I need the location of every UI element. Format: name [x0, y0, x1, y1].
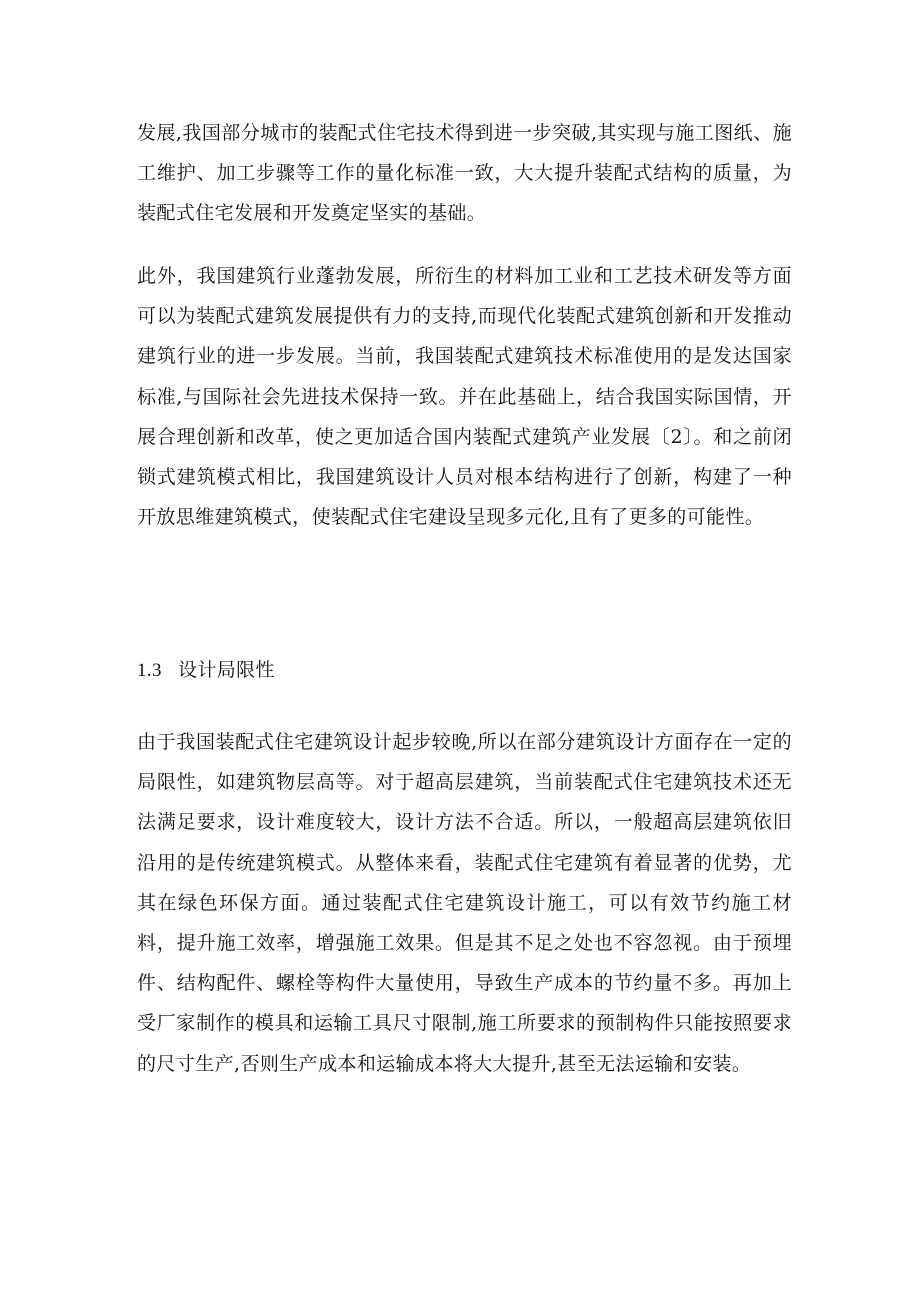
body-paragraph-2: 此外，我国建筑行业蓬勃发展，所衍生的材料加工业和工艺技术研发等方面可以为装配式建筑发展提供有力的支持,而现代化装配式建筑创新和开发推动建筑行业的进一步发展。当前，我国装配式建筑技术标准使用的是发达国家标准,与国际社会先进技术保持一致。并在此基础上，结合我国实际国情，开展合理创新和改革，使之更加适合国内装配式建筑产业发展〔2〕。和之前闭锁式建筑模式相比，我国建筑设计人员对根本结构进行了创新，构建了一种开放思维建筑模式，使装配式住宅建设呈现多元化,且有了更多的可能性。 [137, 265, 792, 529]
section-number: 1.3 [137, 660, 162, 681]
body-paragraph-1: 发展,我国部分城市的装配式住宅技术得到进一步突破,其实现与施工图纸、施工维护、加工步骤等工作的量化标准一致，大大提升装配式结构的质量，为装配式住宅发展和开发奠定坚实的基础。 [137, 122, 792, 225]
section-title: 设计局限性 [177, 659, 275, 681]
body-paragraph-3: 由于我国装配式住宅建筑设计起步较晚,所以在部分建筑设计方面存在一定的局限性，如建筑物层高等。对于超高层建筑，当前装配式住宅建筑技术还无法满足要求，设计难度较大，设计方法不合适。所以，一般超高层建筑依旧沿用的是传统建筑模式。从整体来看，装配式住宅建筑有着显著的优势，尤其在绿色环保方面。通过装配式住宅建筑设计施工，可以有效节约施工材料，提升施工效率，增强施工效果。但是其不足之处也不容忽视。由于预埋件、结构配件、螺栓等构件大量使用，导致生产成本的节约量不多。再加上受厂家制作的模具和运输工具尺寸限制,施工所要求的预制构件只能按照要求的尺寸生产,否则生产成本和运输成本将大大提升,甚至无法运输和安装。 [137, 731, 792, 1075]
section-heading [137, 655, 275, 686]
